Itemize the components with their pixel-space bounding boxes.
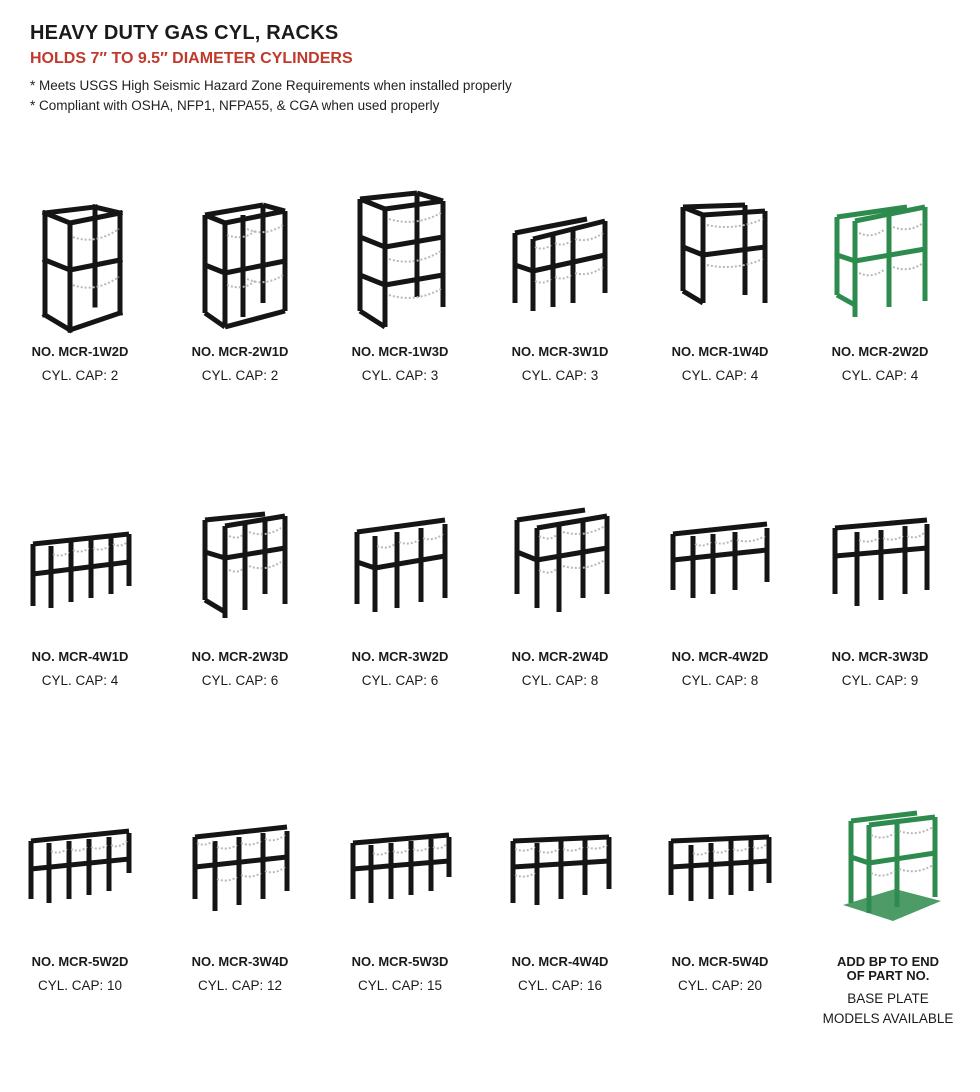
- capacity: CYL. CAP: 10: [37, 978, 123, 993]
- rack-5w4d-icon: [665, 795, 775, 955]
- rack-4w1d-icon: [25, 490, 135, 650]
- rack-2w2d-green-icon: [825, 185, 935, 345]
- capacity: CYL. CAP: 4: [841, 368, 919, 383]
- product-card[interactable]: [0, 185, 160, 385]
- product-card[interactable]: [320, 795, 480, 995]
- rack-3w4d-icon: [185, 795, 295, 955]
- base-plate-line2: OF PART NO.: [846, 968, 930, 983]
- capacity: CYL. CAP: 12: [197, 978, 283, 993]
- capacity: CYL. CAP: 20: [677, 978, 763, 993]
- part-number: NO. MCR-3W2D: [351, 649, 449, 664]
- product-card[interactable]: [640, 185, 800, 385]
- rack-3w2d-icon: [345, 490, 455, 650]
- product-card[interactable]: [160, 795, 320, 995]
- capacity: CYL. CAP: 8: [521, 673, 599, 688]
- rack-2w4d-icon: [505, 490, 615, 650]
- capacity: CYL. CAP: 8: [681, 673, 759, 688]
- product-card[interactable]: [640, 490, 800, 690]
- product-card[interactable]: [480, 795, 640, 995]
- base-plate-card[interactable]: [808, 795, 968, 1029]
- rack-3w1d-icon: [505, 185, 615, 345]
- capacity: CYL. CAP: 2: [41, 368, 119, 383]
- rack-3w3d-icon: [825, 490, 935, 650]
- capacity: CYL. CAP: 2: [201, 368, 279, 383]
- product-card[interactable]: [320, 490, 480, 690]
- part-number: NO. MCR-1W3D: [351, 344, 449, 359]
- capacity: CYL. CAP: 3: [521, 368, 599, 383]
- product-card[interactable]: [640, 795, 800, 995]
- part-number: NO. MCR-2W2D: [831, 344, 929, 359]
- part-number: NO. MCR-2W4D: [511, 649, 609, 664]
- part-number: NO. MCR-4W4D: [511, 954, 609, 969]
- product-card[interactable]: [800, 490, 960, 690]
- part-number: NO. MCR-4W2D: [671, 649, 769, 664]
- base-plate-line4: MODELS AVAILABLE: [822, 1011, 954, 1026]
- part-number: NO. MCR-1W2D: [31, 344, 129, 359]
- part-number: NO. MCR-5W4D: [671, 954, 769, 969]
- part-number: NO. MCR-3W3D: [831, 649, 929, 664]
- note-seismic: * Meets USGS High Seismic Hazard Zone Requirements when installed properly: [30, 78, 512, 93]
- capacity: CYL. CAP: 3: [361, 368, 439, 383]
- rack-1w4d-icon: [665, 185, 775, 345]
- capacity: CYL. CAP: 6: [201, 673, 279, 688]
- page-title: HEAVY DUTY GAS CYL, RACKS: [30, 22, 339, 44]
- capacity: CYL. CAP: 16: [517, 978, 603, 993]
- capacity: CYL. CAP: 15: [357, 978, 443, 993]
- product-card[interactable]: [160, 490, 320, 690]
- product-card[interactable]: [480, 490, 640, 690]
- part-number: NO. MCR-5W3D: [351, 954, 449, 969]
- part-number: NO. MCR-3W4D: [191, 954, 289, 969]
- product-card[interactable]: [160, 185, 320, 385]
- rack-1w3d-icon: [345, 185, 455, 345]
- product-card[interactable]: [320, 185, 480, 385]
- product-card[interactable]: [800, 185, 960, 385]
- rack-4w4d-icon: [505, 795, 615, 955]
- part-number: NO. MCR-2W1D: [191, 344, 289, 359]
- part-number: NO. MCR-5W2D: [31, 954, 129, 969]
- rack-2w1d-icon: [185, 185, 295, 345]
- product-card[interactable]: [480, 185, 640, 385]
- base-plate-line1: ADD BP TO END: [836, 954, 940, 969]
- part-number: NO. MCR-3W1D: [511, 344, 609, 359]
- part-number: NO. MCR-1W4D: [671, 344, 769, 359]
- capacity: CYL. CAP: 6: [361, 673, 439, 688]
- rack-2w3d-icon: [185, 490, 295, 650]
- part-number: NO. MCR-2W3D: [191, 649, 289, 664]
- capacity: CYL. CAP: 9: [841, 673, 919, 688]
- capacity: CYL. CAP: 4: [681, 368, 759, 383]
- base-plate-line3: BASE PLATE: [847, 991, 929, 1006]
- rack-5w2d-icon: [25, 795, 135, 955]
- note-compliance: * Compliant with OSHA, NFP1, NFPA55, & CGA when used properly: [30, 98, 440, 113]
- product-card[interactable]: [0, 490, 160, 690]
- capacity: CYL. CAP: 4: [41, 673, 119, 688]
- part-number: NO. MCR-4W1D: [31, 649, 129, 664]
- rack-4w2d-icon: [665, 490, 775, 650]
- rack-1w2d-icon: [25, 185, 135, 345]
- product-card[interactable]: [0, 795, 160, 995]
- rack-base-plate-green-icon: [833, 795, 943, 955]
- page-subtitle: HOLDS 7″ TO 9.5″ DIAMETER CYLINDERS: [30, 50, 353, 67]
- rack-5w3d-icon: [345, 795, 455, 955]
